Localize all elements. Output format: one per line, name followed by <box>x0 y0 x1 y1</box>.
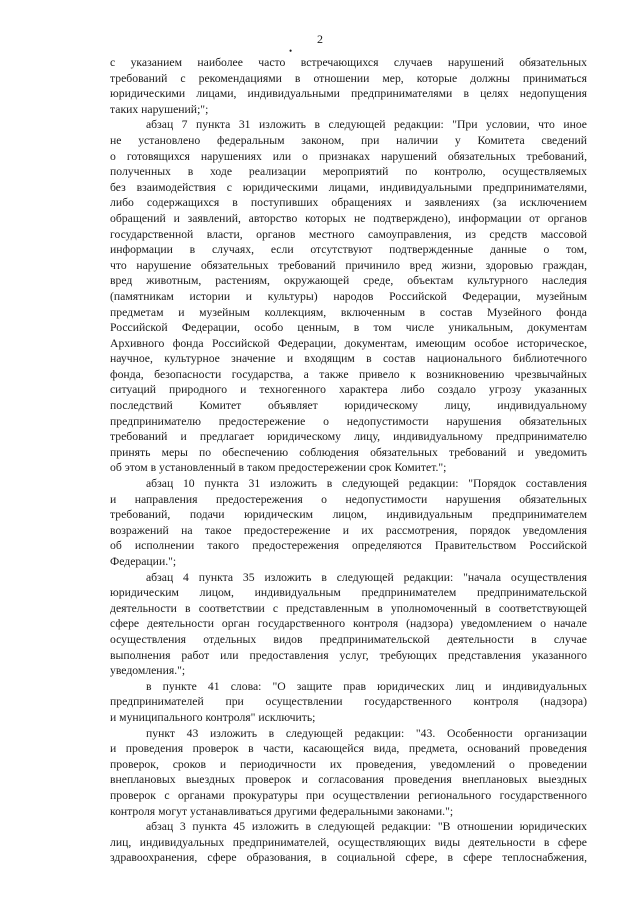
text-line: и направления предостережения о недопустимости нарушения обязательных <box>110 492 587 506</box>
text-line: принять меры по обеспечению соблюдения обязательных требований и уведомить <box>110 445 587 459</box>
text-line: научное, культурное значение и входящим в состав национального библиотечного <box>110 352 587 366</box>
text-line: сфере деятельности орган государственного контроля (надзора) уведомлением о начале <box>110 617 587 631</box>
scan-mark: • <box>289 46 293 56</box>
text-line: не установлено федеральным законом, при наличии у Комитета сведений <box>110 133 587 147</box>
text-line: с указанием наиболее часто встречающихся случаев нарушений обязательных <box>110 56 587 69</box>
text-line: деятельности в соответствии с представленным в уполномоченный в соответствующей <box>110 601 587 615</box>
page-number: 2 <box>317 32 323 46</box>
text-line: Российской Федерации, особо ценным, в том числе уникальным, документам <box>110 321 587 335</box>
text-line: предметам и музейным коллекциям, включенным в состав Музейного фонда <box>110 305 587 319</box>
text-line: последствий Комитет объявляет юридическому лицу, индивидуальному <box>110 399 587 413</box>
text-line: уведомления."; <box>110 664 186 678</box>
text-line: абзац 10 пункта 31 изложить в следующей редакции: "Порядок составления <box>146 477 587 491</box>
text-line: внеплановых выездных проверок и согласования проведения внеплановых выездных <box>110 773 587 787</box>
text-line: осуществления отдельных видов предпринимательской деятельности в случае <box>110 632 587 646</box>
text-line: Федерации."; <box>110 555 177 568</box>
text-line: ситуаций природного и техногенного характера либо создало угрозу указанных <box>110 383 587 397</box>
text-line: предпринимателей при осуществлении государственного контроля (надзора) <box>110 695 587 709</box>
text-line: абзац 3 пункта 45 изложить в следующей редакции: "В отношении юридических <box>146 820 587 834</box>
text-line: требований с рекомендациями в отношении мер, которые должны приниматься <box>110 71 587 85</box>
text-line: об исполнении такого предостережения определяются Правительством Российской <box>110 539 587 553</box>
text-line: возражений на такое предостережение и их рассмотрения, порядок уведомления <box>110 523 587 537</box>
text-line: в пункте 41 слова: "О защите прав юридических лиц и индивидуальных <box>146 679 587 693</box>
text-line: абзац 7 пункта 31 изложить в следующей редакции: "При условии, что иное <box>146 118 587 132</box>
text-line: что нарушение обязательных требований причинило вред жизни, здоровью граждан, <box>110 258 587 272</box>
text-line: и проведения проверок в части, касающейся вида, предмета, оснований проведения <box>110 742 587 756</box>
text-line: Архивного фонда Российской Федерации, документам, имеющим особое историческое, <box>110 336 587 350</box>
text-line: обращений и заявлений, авторство которых не подтверждено), информации от органов <box>110 211 587 225</box>
text-line: информации в случаях, если отсутствуют подтвержденные данные о том, <box>110 243 587 257</box>
text-line: выполнения работ или предоставления услуг, требующих представления указанного <box>110 648 587 662</box>
text-line: вред животным, растениям, окружающей среде, объектам культурного наследия <box>110 274 587 288</box>
text-line: пункт 43 изложить в следующей редакции: "43. Особенности организации <box>146 726 587 740</box>
text-line: без взаимодействия с юридическими лицами, индивидуальными предпринимателями, <box>110 180 587 194</box>
text-line: полученных в ходе реализации мероприятий по контролю, осуществляемых <box>110 165 587 179</box>
text-line: контроля могут устанавливаться другими федеральными законами."; <box>110 804 454 818</box>
text-line: юридическим лицом, индивидуальным предпринимателем предпринимательской <box>110 586 587 600</box>
text-line: проверок, сроков и периодичности их проведения, уведомлений о проведении <box>110 757 587 771</box>
text-line: (памятникам истории и культуры) народов Российской Федерации, музейным <box>110 289 587 303</box>
text-line: предпринимателю предостережение о недопустимости нарушения обязательных <box>110 414 587 428</box>
text-line: лиц, индивидуальных предпринимателей, осуществляющих виды деятельности в сфере <box>110 835 587 849</box>
text-line: юридическими лицами, индивидуальными предпринимателями в целях недопущения <box>110 87 587 101</box>
text-line: таких нарушений;"; <box>110 102 209 116</box>
document-body <box>110 55 587 866</box>
text-line: либо содержащихся в поступивших обращениях и заявлениях (за исключением <box>110 196 587 210</box>
text-line: фонда, безопасности государства, а также привело к возникновению чрезвычайных <box>110 367 587 381</box>
text-line: требований, подачи юридическим лицом, индивидуальным предпринимателем <box>110 508 587 522</box>
text-line: о готовящихся нарушениях или о признаках нарушений обязательных требований, <box>110 149 587 163</box>
text-line: и муниципального контроля" исключить; <box>110 710 316 724</box>
text-line: здравоохранения, сфере образования, в социальной сфере, в сфере теплоснабжения, <box>110 851 587 865</box>
text-line: абзац 4 пункта 35 изложить в следующей редакции: "начала осуществления <box>146 570 587 584</box>
text-line: проверок с органами прокуратуры при осуществлении регионального государственного <box>110 788 587 802</box>
text-line: государственной власти, органов местного самоуправления, из средств массовой <box>110 227 587 241</box>
text-line: требований и предлагает юридическому лицу, индивидуальному предпринимателю <box>110 430 587 444</box>
text-line: об этом в установленный в таком предостережении срок Комитет."; <box>110 461 447 475</box>
